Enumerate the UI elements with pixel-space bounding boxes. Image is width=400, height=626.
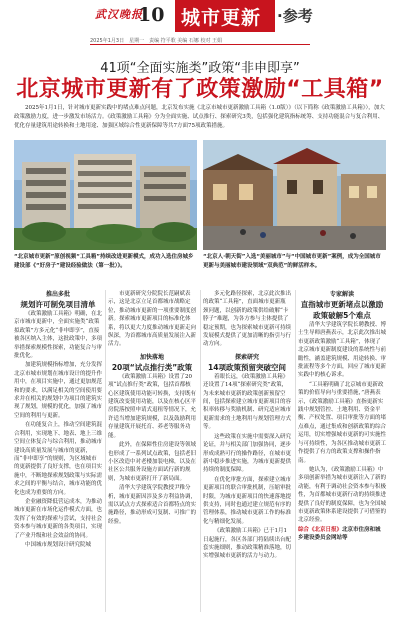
source-credit-prefix: 综合《北京日报》: [298, 526, 343, 533]
paragraph: 中国城市规划设计研究院城: [25, 541, 92, 548]
photo-street-renewal: [203, 140, 386, 250]
source-credit: [298, 526, 386, 543]
paragraph: 在功能复合上，推动空间建筑混合利用，实现地下、地表、地上三维空间立体复合与综合利用，推动城市建设高质量发展与城市的更新，而“非申即享”的规则，为区域城市的更新提供了良好支撑，也在项目实施中，不断地探索规划政策与实际需求之间的平衡与结合，城市功能的优化也成为重要的方向。: [14, 422, 103, 496]
column-divider: [295, 290, 296, 612]
paragraph: 市更新研究分院院长范嗣斌表示，这是北京立足首都城市战略定位，推动城市更新的一项重要制度创新。探索城市更新项目的标准化体系，将以更大力度推动城市更新走向纵深，为首都城市高质量发展注入新活力。: [108, 291, 197, 348]
section-subhead-2: [108, 353, 196, 373]
photo-renovated-buildings-image: [14, 140, 197, 250]
photo-renovated-buildings: [14, 140, 197, 250]
paragraph: 《政策激励工具箱》明确，在北京市城市更新中，全面实施类“政策拟政策”方多元化“非申即享”，直接被各区纳入主体，这批政策中，多项举措探索规模性探索，功能复合与审批优化。: [14, 311, 103, 360]
subhead-title: 14项政策预留突破空间: [208, 362, 286, 372]
paragraph: 企业融资降低营运成本，为推动城市更新在市场化运作模式方面，也发挥了有效的探索与尝试，支持社会资本参与城市更新的各类项目，实现了产业升级和社会效益的协同。: [14, 498, 103, 539]
paragraph: 清华大学建筑学院长聘教授、博士生导师唐燕表示，北京此次推出城市更新政策激励“工具箱”，体现了北京城市更新制度建设的系统性与前瞻性，涵盖建筑规模、用途转换、审批流程等多个方面，回应了城市更新实践中的核心诉求。: [298, 322, 387, 379]
masthead: [0, 0, 400, 34]
source-credit-text: 北京市住房和城乡建设委员会网站等: [298, 526, 381, 542]
subhead-kicker: 探索研究: [234, 353, 259, 361]
article-column-1: [14, 290, 102, 550]
subhead-kicker: 加快落地: [139, 353, 164, 361]
paragraph: 着眼长远，《政策激励工具箱》还设置了14项“探索研究类”政策，为未来城市更新的政策创新预留空间，包括探索建立城市更新项目的容积率转移与奖励机制、研究适应城市更新需求的土地利用与规划管理方式等。: [203, 373, 292, 431]
paragraph: 在优化审批方面，探索建立城市更新项目的联合审批机制，压缩审批时限，为城市更新项目的快速落地提供支持，同时也通过建立规范有序的管理体系，推动城市更新工作的标准化与精细化发展。: [203, 476, 292, 525]
section-subhead-1: [14, 290, 102, 310]
article-column-4: [298, 290, 386, 543]
photo-street-renewal-image: [203, 140, 386, 250]
masthead-rule: [90, 44, 310, 45]
paragraph: 这些政策在实施中需要深入研究论证，并与相关部门加强协同，逐步形成成熟可行的操作路径，在城市更新中稳步推进实施，为城市更新提供持续的制度保障。: [203, 433, 292, 474]
subhead-title: 20项“试点推行类”政策: [111, 362, 193, 372]
paragraph: 清华大学建筑学院教授尹稚分析，城市更新因涉及多方利益协调，需以试点方式探索适合首都特点的实施路径，推动形成可复制、可推广的经验。: [108, 485, 197, 525]
subhead-kicker: 专家解读: [329, 291, 354, 298]
paragraph: 她认为，《政策激励工具箱》中多项创新举措为城市更新注入了新的动能，有利于调动社会资本参与积极性，为首都城市更新行动的持续推进提供了良好的制度保障，也为全国城市更新政策体系建设提供了可借鉴的北京经验。: [298, 466, 387, 524]
paragraph: 此外，在保障性住房建设等领域也形成了一系列试点政策，包括老旧小区改造中对老楼加装电梯，以及在社区公共服务设施方面试行新的规则，为城市更新打开了新局面。: [108, 442, 197, 482]
page-number: 10: [138, 4, 165, 26]
column-divider: [200, 290, 201, 612]
subhead-kicker: 推出多批: [45, 291, 70, 298]
dateline: 2025年1月3日 星期一 责编 符平歌 美编 石娜 校对 王娟: [90, 38, 223, 44]
section-subhead-4: [298, 290, 386, 321]
kicker-headline: 41项“全面实施类”政策“非申即享”: [100, 61, 300, 76]
paragraph: “工具箱明确了北京城市更新政策的价值导向与重要措施，”唐燕表示，《政策激励工具箱》直指更新实践中规划管控、土地利用、资金平衡、产权处置、项目审批等方面的堵点难点，通过集成和创新政策的综合运用，切实增强城市更新的可实施性与可持续性，为各区推动城市更新工作提供了有力的政策支撑和操作指南。: [298, 381, 387, 464]
subhead-title: 规划许可制免项目清单: [20, 300, 96, 309]
paragraph: 多元化路径探索，北京此次推出的政策“工具箱”，直面城市更新瓶颈问题，以创新的政策供给破解“卡脖子”难题，为各方参与主体提供了稳定预期，也为探索城市更新可持续发展模式提供了更加清晰的指引与行动方向。: [203, 291, 292, 348]
article-column-2: [108, 290, 196, 527]
paragraph: 《政策激励工具箱》设置了20项“试点推行类”政策，包括首都核心区建筑使用功能可转换，支持既有建筑改变使用功能，以及在核心区平房院落按照申请式退租等情况下，允许适当增加建筑规模，以及鼓励利用存量建筑开展托育、养老等服务功能。: [108, 373, 197, 439]
lead-paragraph: 2025年1月1日，针对城市更新实践中的堵点难点问题，北京发布实施《北京市城市更新激励工具箱（1.0版）》（以下简称《政策激励工具箱》），加大政策激励力度，进一步激发市场活力。《政策激励工具箱》分为全面实施、试点推行、探索研究3类，包括强化建筑指标统筹、支持功能混合与复合利用、优化存量建筑用途转换和土地用途、加强区域综合性更新保障等共7方面75项政策措施。: [14, 105, 385, 129]
paper-name: 武汉晚报: [95, 8, 143, 21]
paragraph: 加建筑规模指标增加，充分发挥北京市城市规划在城市设计的提升作用中，在项目实施中，通过更加规范和的要求，以满足相关的空间使用要求并在相关的规划中为项目的建筑实现了规划，规模的优化，加强了城市空间的利用与更新。: [14, 362, 103, 419]
section-title: 城市更新: [181, 7, 262, 29]
column-divider: [105, 290, 106, 612]
photo-caption-right: “北京人·朝天街”入选“美丽城市”与“中国城市更新”案例，成为全国城市更新与美丽城市建设领域“双典范”的鲜活样本。: [203, 254, 381, 269]
section-subtitle: ·参考: [277, 7, 313, 25]
main-headline: 北京城市更新有了政策激励“工具箱”: [16, 77, 384, 102]
section-subhead-3: [203, 353, 291, 373]
paragraph: 《政策激励工具箱》已于1月1日起施行，各区各部门将陆续出台配套实施细则，推动政策精准落地，切实增强城市更新的活力与动力。: [203, 528, 292, 560]
subhead-title: 直指城市更新堵点以激励政策破解5个难点: [300, 300, 384, 320]
article-column-3: [203, 290, 291, 562]
photo-caption-left: “北京城市更新”原创视频“工具箱”持续改进更新模式，成功入选住房城乡建设部《“好房子”建设经验做法（第一批）》。: [14, 254, 194, 269]
